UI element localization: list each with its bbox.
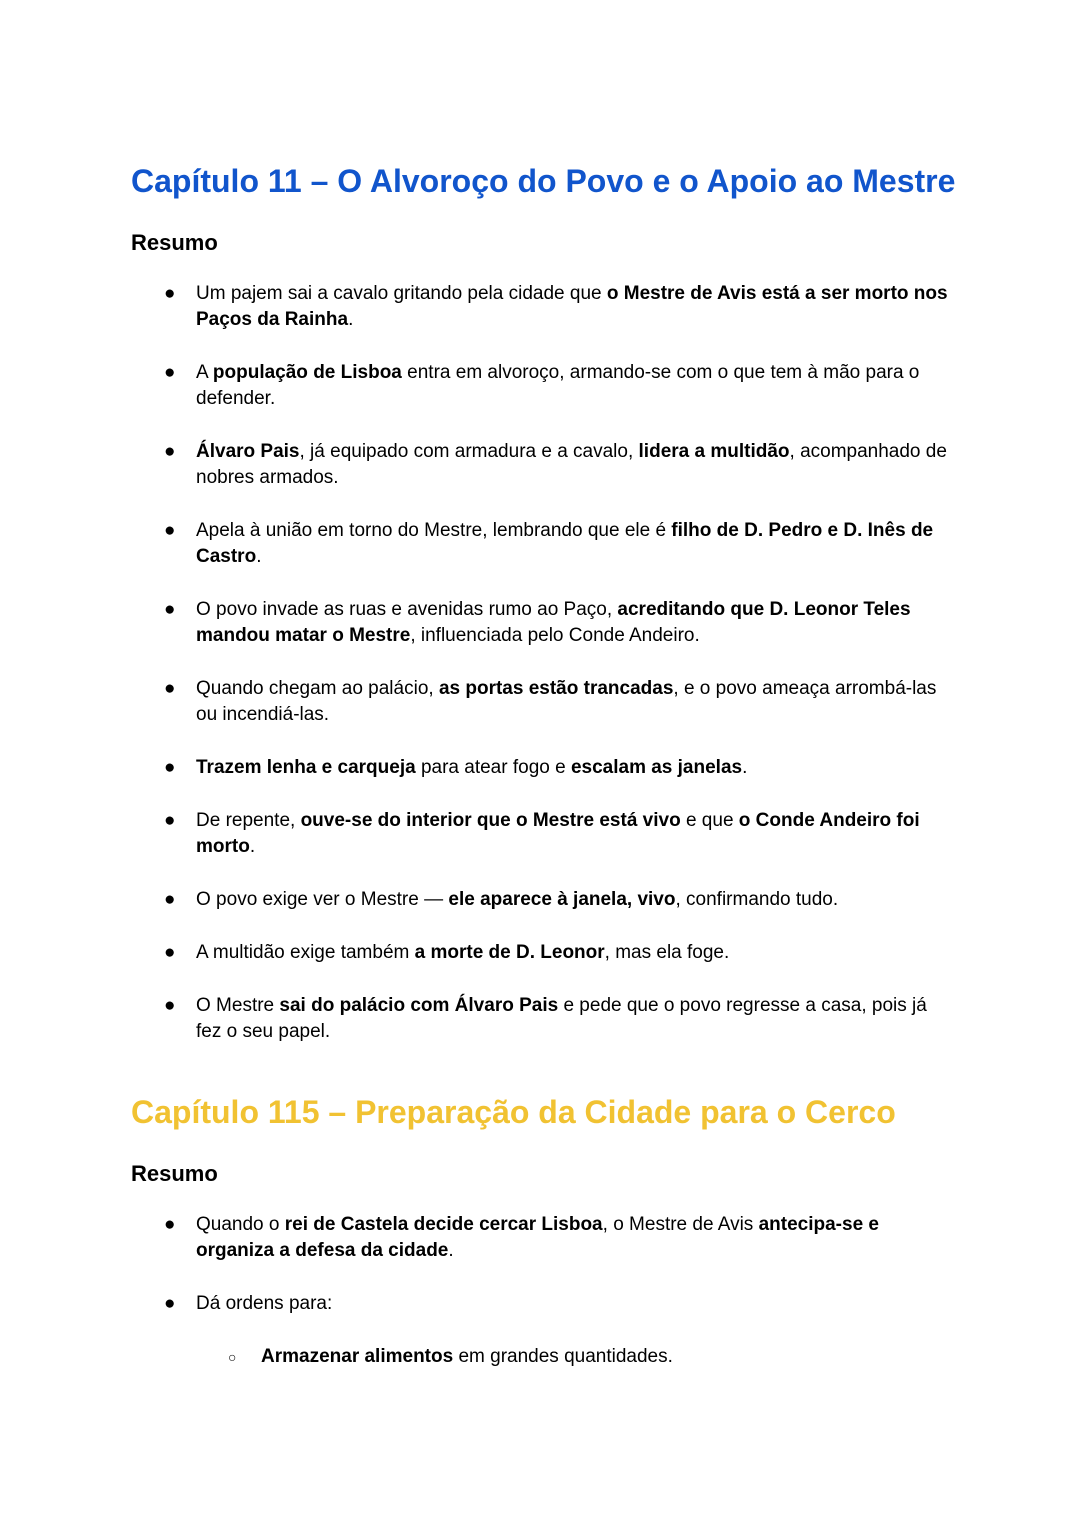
text: , influenciada pelo Conde Andeiro. xyxy=(410,625,700,646)
chapter-115-title: Capítulo 115 – Preparação da Cidade para o Cerco xyxy=(131,1094,896,1130)
list-item xyxy=(131,940,951,966)
text: A multidão exige também xyxy=(196,942,415,963)
list-item xyxy=(131,1344,951,1370)
text: O Mestre xyxy=(196,995,280,1016)
bold-text: sai do palácio com Álvaro Pais xyxy=(279,995,559,1016)
chapter-115-summary-heading: Resumo xyxy=(131,1161,218,1186)
text: . xyxy=(448,1240,454,1261)
chapter-11-title: Capítulo 11 – O Alvoroço do Povo e o Apoio ao Mestre xyxy=(131,163,956,199)
bold-text: escalam as janelas xyxy=(570,757,743,778)
bold-text: rei de Castela decide cercar Lisboa xyxy=(284,1214,603,1235)
bold-text: Álvaro Pais xyxy=(196,441,300,462)
list-item xyxy=(131,887,951,913)
bullet-icon: ● xyxy=(164,810,176,831)
bold-text: lidera a multidão xyxy=(638,441,790,462)
bold-text: antecipa-se e organiza a defesa da cidade xyxy=(196,1214,879,1261)
chapter-11-summary-list xyxy=(131,281,951,1072)
bold-text: Armazenar alimentos xyxy=(261,1346,454,1367)
list-item xyxy=(131,676,951,728)
text: . xyxy=(348,309,354,330)
bold-text: acreditando que D. Leonor Teles mandou matar o Mestre xyxy=(196,599,911,646)
text: entra em alvoroço, armando-se com o que tem à mão para o defender. xyxy=(196,362,920,409)
bold-text: população de Lisboa xyxy=(212,362,402,383)
bullet-icon: ● xyxy=(164,441,176,462)
bold-text: filho de D. Pedro e D. Inês de Castro xyxy=(196,520,934,567)
text: . xyxy=(256,546,262,567)
text: Dá ordens para: xyxy=(196,1293,333,1314)
text: Apela à união em torno do Mestre, lembrando que ele é xyxy=(196,520,672,541)
list-item xyxy=(131,439,951,491)
text: , confirmando tudo. xyxy=(675,889,839,910)
text: , mas ela foge. xyxy=(604,942,730,963)
bold-text: a morte de D. Leonor xyxy=(414,942,605,963)
bold-text: Trazem lenha e carqueja xyxy=(196,757,416,778)
list-item xyxy=(131,808,951,860)
bullet-icon: ● xyxy=(164,889,176,910)
text: , acompanhado de nobres armados. xyxy=(196,441,947,488)
bold-text: o Conde Andeiro foi morto xyxy=(196,810,920,857)
bold-text: ele aparece à janela, vivo xyxy=(448,889,676,910)
text: Quando o xyxy=(196,1214,285,1235)
list-item xyxy=(131,1212,951,1264)
list-item xyxy=(131,518,951,570)
hollow-bullet-icon: ○ xyxy=(228,1349,237,1365)
bold-text: as portas estão trancadas xyxy=(438,678,674,699)
list-item xyxy=(131,597,951,649)
bullet-icon: ● xyxy=(164,283,176,304)
text: De repente, xyxy=(196,810,301,831)
list-item xyxy=(131,993,951,1045)
bullet-icon: ● xyxy=(164,995,176,1016)
bold-text: ouve-se do interior que o Mestre está vivo xyxy=(300,810,681,831)
text: e que xyxy=(680,810,739,831)
list-item xyxy=(131,1291,951,1317)
list-item xyxy=(131,755,951,781)
text: . xyxy=(742,757,748,778)
text: A xyxy=(196,362,213,383)
bullet-icon: ● xyxy=(164,1214,176,1235)
text: para atear fogo e xyxy=(415,757,571,778)
bullet-icon: ● xyxy=(164,1293,176,1314)
bullet-icon: ● xyxy=(164,520,176,541)
list-item xyxy=(131,360,951,412)
chapter-11-summary-heading: Resumo xyxy=(131,230,218,255)
text: O povo invade as ruas e avenidas rumo ao Paço, xyxy=(196,599,618,620)
bullet-icon: ● xyxy=(164,757,176,778)
bullet-icon: ● xyxy=(164,599,176,620)
text: e pede que o povo regresse a casa, pois já fez o seu papel. xyxy=(196,995,927,1042)
bullet-icon: ● xyxy=(164,362,176,383)
bold-text: o Mestre de Avis está a ser morto nos Paços da Rainha xyxy=(196,283,948,330)
bullet-icon: ● xyxy=(164,678,176,699)
text: em grandes quantidades. xyxy=(453,1346,673,1367)
text: Um pajem sai a cavalo gritando pela cidade que xyxy=(196,283,607,304)
bullet-icon: ● xyxy=(164,942,176,963)
text: , já equipado com armadura e a cavalo, xyxy=(299,441,639,462)
text: O povo exige ver o Mestre — xyxy=(196,889,449,910)
text: Quando chegam ao palácio, xyxy=(196,678,439,699)
text: . xyxy=(249,836,256,857)
chapter-115-summary-list xyxy=(131,1212,951,1397)
text: , o Mestre de Avis xyxy=(602,1214,759,1235)
text: , e o povo ameaça arrombá-las ou incendiá-las. xyxy=(196,678,937,725)
list-item xyxy=(131,281,951,333)
